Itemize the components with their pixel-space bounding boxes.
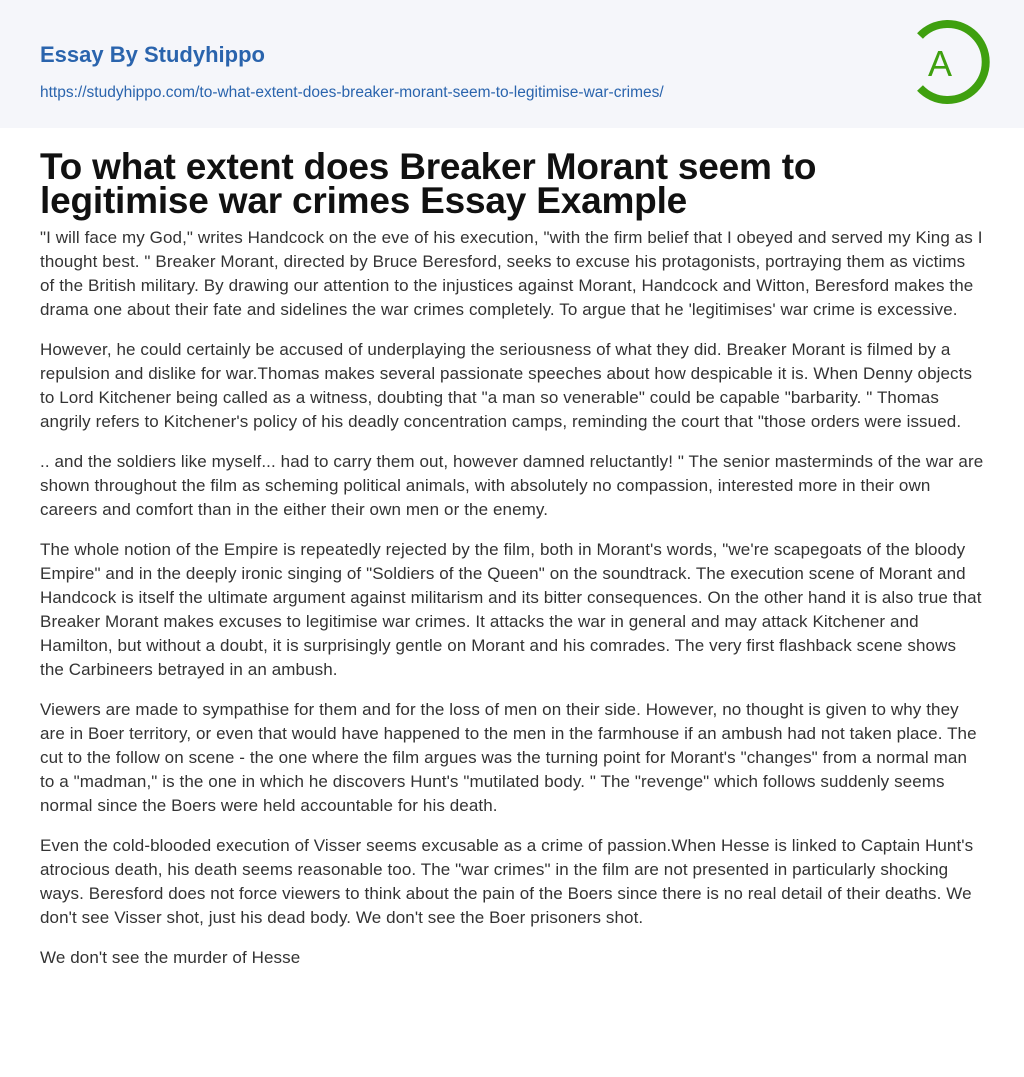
paragraph: The whole notion of the Empire is repeatedly rejected by the film, both in Morant's words, "we're scapegoats of the bloody Empire" and in the deeply ironic singing of "Soldiers of the Queen" on the soundtrack. The execution scene of Morant and Handcock is itself the ultimate argument against militarism and its bitter consequences. On the other hand it is also true that Breaker Morant makes excuses to legitimise war crimes. It attacks the war in general and may attack Kitchener and Hamilton, but without a doubt, it is surprisingly gentle on Morant and his comrades. The very first flashback scene shows the Carbineers betrayed in an ambush.	[40, 540, 982, 679]
logo-letter: A	[927, 43, 953, 84]
paragraph: Viewers are made to sympathise for them and for the loss of men on their side. However, no thought is given to why they are in Boer territory, or even that would have happened to the men in the farmhouse if an ambush had not taken place. The cut to the follow on scene - the one where the film argues was the turning point for Morant's "changes" from a normal man to a "madman," is the one in which he discovers Hunt's "mutilated body. " The "revenge" which follows suddenly seems normal since the Boers were held accountable for his death.	[40, 700, 977, 815]
site-header	[0, 0, 1024, 128]
studyhippo-logo-icon[interactable]	[908, 18, 992, 106]
site-title: Essay By Studyhippo	[40, 42, 265, 67]
paragraph: "I will face my God," writes Handcock on the eve of his execution, "with the firm belief that I obeyed and served my King as I thought best. " Breaker Morant, directed by Bruce Beresford, seeks to excuse his protagonists, portraying them as victims of the British military. By drawing our attention to the injustices against Morant, Handcock and Witton, Beresford makes the drama one about their fate and sidelines the war crimes completely. To argue that he 'legitimises' war crime is excessive.	[40, 228, 983, 319]
paragraph: However, he could certainly be accused of underplaying the seriousness of what they did. Breaker Morant is filmed by a repulsion and dislike for war.Thomas makes several passionate speeches about how despicable it is. When Denny objects to Lord Kitchener being called as a witness, doubting that "a man so venerable" could be capable "barbarity. " Thomas angrily refers to Kitchener's policy of his deadly concentration camps, reminding the court that "those orders were issued.	[40, 340, 973, 431]
paragraph: Even the cold-blooded execution of Visser seems excusable as a crime of passion.When Hesse is linked to Captain Hunt's atrocious death, his death seems reasonable too. The "war crimes" in the film are not presented in particularly shocking ways. Beresford does not force viewers to think about the pain of the Boers since there is no real detail of their deaths. We don't see Visser shot, just his dead body. We don't see the Boer prisoners shot.	[40, 836, 974, 927]
article-title: To what extent does Breaker Morant seem to legitimise war crimes Essay Example	[40, 146, 817, 221]
article-body	[0, 218, 1024, 970]
paragraph: We don't see the murder of Hesse	[40, 948, 301, 967]
article-url-link[interactable]: https://studyhippo.com/to-what-extent-does-breaker-morant-seem-to-legitimise-war-crimes/	[40, 84, 664, 101]
paragraph: .. and the soldiers like myself... had to carry them out, however damned reluctantly! " The senior masterminds of the war are shown throughout the film as scheming political animals, with absolutely no compassion, interested more in their own careers and comfort than in the either their own men or the enemy.	[40, 452, 984, 519]
